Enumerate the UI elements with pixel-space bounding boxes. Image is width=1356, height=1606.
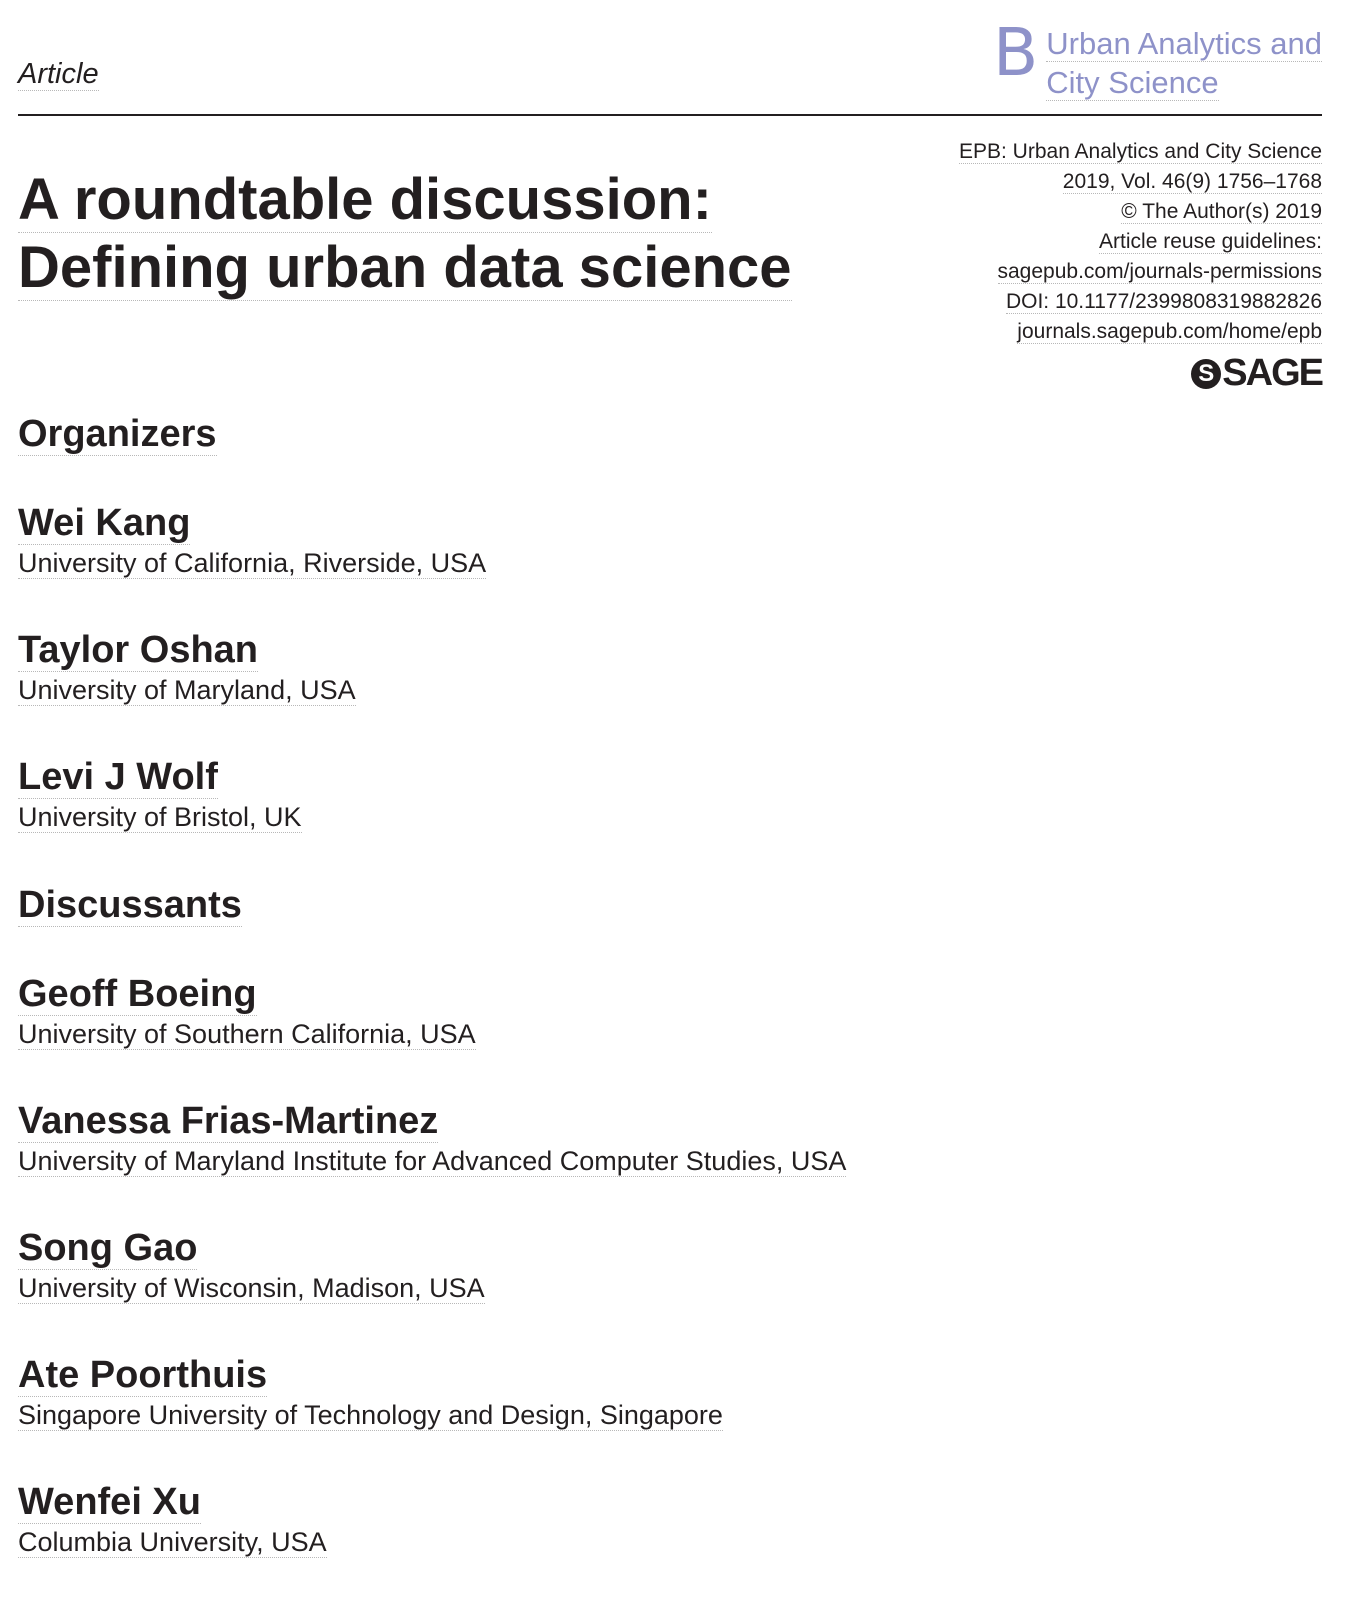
person-name: Wei Kang: [18, 502, 191, 544]
article-metadata: [959, 137, 1322, 347]
person-affiliation: University of Southern California, USA: [18, 1019, 476, 1049]
discussant-entry: [18, 1352, 1018, 1479]
meta-volume: 2019, Vol. 46(9) 1756–1768: [1062, 170, 1322, 193]
meta-homepage-link[interactable]: journals.sagepub.com/home/epb: [1017, 320, 1322, 343]
discussant-entry: [18, 1479, 1018, 1606]
organizer-entry: [18, 627, 1018, 754]
journal-logo: [993, 14, 1322, 102]
title-line-2: Defining urban data science: [18, 235, 792, 300]
person-name: Wenfei Xu: [18, 1481, 201, 1523]
discussant-entry: [18, 971, 1018, 1098]
person-affiliation: University of Wisconsin, Madison, USA: [18, 1273, 485, 1303]
person-name: Taylor Oshan: [18, 629, 259, 671]
person-affiliation: Singapore University of Technology and Design, Singapore: [18, 1400, 723, 1430]
meta-journal: EPB: Urban Analytics and City Science: [958, 140, 1322, 163]
discussant-entry: [18, 1098, 1018, 1225]
organizers-heading: Organizers: [18, 413, 217, 455]
discussant-entry: [18, 1225, 1018, 1352]
publisher-logo: [1191, 352, 1322, 395]
person-affiliation: University of Bristol, UK: [18, 802, 302, 832]
person-affiliation: University of Maryland Institute for Advanced Computer Studies, USA: [18, 1146, 847, 1176]
journal-logo-line2: City Science: [1046, 65, 1219, 100]
meta-reuse: Article reuse guidelines:: [1099, 230, 1322, 253]
person-name: Ate Poorthuis: [18, 1354, 268, 1396]
person-name: Geoff Boeing: [18, 973, 257, 1015]
meta-doi-link[interactable]: DOI: 10.1177/2399808319882826: [1005, 290, 1322, 313]
sage-s-icon: S: [1191, 359, 1221, 389]
person-name: Levi J Wolf: [18, 756, 218, 798]
people-list: [18, 410, 1018, 1606]
meta-permissions-link[interactable]: sagepub.com/journals-permissions: [997, 260, 1322, 283]
person-name: Vanessa Frias-Martinez: [18, 1100, 439, 1142]
organizer-entry: [18, 754, 1018, 881]
publisher-logo-text: SAGE: [1222, 352, 1322, 394]
journal-logo-b-icon: B: [993, 14, 1039, 91]
article-type-label: Article: [18, 58, 99, 90]
person-affiliation: University of California, Riverside, USA: [18, 548, 487, 578]
title-line-1: A roundtable discussion:: [18, 167, 712, 232]
person-affiliation: University of Maryland, USA: [18, 675, 356, 705]
meta-copyright: © The Author(s) 2019: [1121, 200, 1322, 223]
article-title: [18, 166, 792, 302]
person-affiliation: Columbia University, USA: [18, 1527, 327, 1557]
journal-logo-line1: Urban Analytics and: [1046, 26, 1322, 61]
discussants-heading: Discussants: [18, 884, 242, 926]
organizer-entry: [18, 500, 1018, 627]
header-rule: [18, 114, 1322, 116]
person-name: Song Gao: [18, 1227, 198, 1269]
